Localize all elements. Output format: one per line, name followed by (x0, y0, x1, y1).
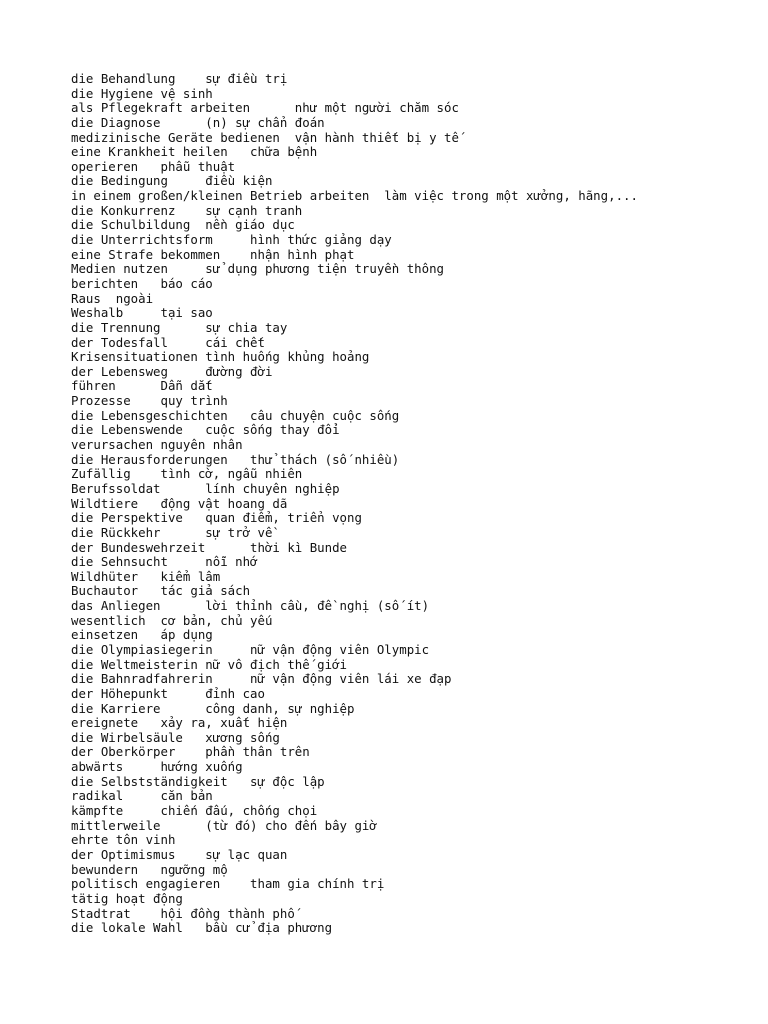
vocabulary-line: radikal căn bản (71, 788, 213, 804)
vocabulary-line: der Höhepunkt đỉnh cao (71, 685, 265, 701)
vocabulary-line: der Bundeswehrzeit thời kì Bunde (71, 539, 348, 555)
vocabulary-line: die Unterrichtsform hình thức giảng dạy (71, 232, 392, 248)
vocabulary-line: Raus ngoài (71, 290, 154, 306)
vocabulary-line: die Diagnose (n) sự chẩn đoán (71, 114, 325, 130)
vocabulary-line: Prozesse quy trình (71, 393, 228, 409)
vocabulary-line: einsetzen áp dụng (71, 627, 213, 643)
vocabulary-line: der Todesfall cái chết (71, 334, 265, 350)
vocabulary-line: Wildtiere động vật hoang dã (71, 495, 288, 511)
vocabulary-line: die Perspektive quan điểm, triển vọng (71, 510, 362, 526)
vocabulary-line: wesentlich cơ bản, chủ yếu (71, 612, 273, 628)
vocabulary-line: ehrte tôn vinh (71, 832, 176, 848)
vocabulary-line: die Lebensgeschichten câu chuyện cuộc sống (71, 407, 400, 423)
vocabulary-line: operieren phẫu thuật (71, 158, 236, 174)
vocabulary-line: medizinische Geräte bedienen vận hành thiết bị y tế (71, 129, 459, 145)
vocabulary-line: als Pflegekraft arbeiten như một người chăm sóc (71, 100, 459, 116)
vocabulary-line: die Konkurrenz sự cạnh tranh (71, 202, 303, 218)
vocabulary-line: die Olympiasiegerin nữ vận động viên Olympic (71, 641, 430, 657)
vocabulary-line: Stadtrat hội đồng thành phố (71, 905, 295, 921)
vocabulary-line: die Karriere công danh, sự nghiệp (71, 700, 355, 716)
vocabulary-line: Buchautor tác giả sách (71, 583, 251, 599)
vocabulary-line: die Herausforderungen thử thách (số nhiều) (71, 451, 400, 467)
vocabulary-line: Krisensituationen tình huống khủng hoảng (71, 349, 370, 365)
vocabulary-line: eine Strafe bekommen nhận hình phạt (71, 246, 355, 262)
vocabulary-line: Weshalb tại sao (71, 305, 213, 321)
vocabulary-line: führen Dẫn dắt (71, 378, 213, 394)
vocabulary-line: kämpfte chiến đấu, chống chọi (71, 803, 318, 819)
vocabulary-line: die Wirbelsäule xương sống (71, 729, 280, 745)
vocabulary-line: der Optimismus sự lạc quan (71, 846, 288, 862)
vocabulary-line: die Selbstständigkeit sự độc lập (71, 773, 325, 789)
vocabulary-line: die Sehnsucht nỗi nhớ (71, 554, 258, 570)
vocabulary-line: die Bahnradfahrerin nữ vận động viên lái xe đạp (71, 671, 452, 687)
vocabulary-line: Zufällig tình cờ, ngẫu nhiên (71, 466, 303, 482)
vocabulary-line: die Behandlung sự điều trị (71, 71, 288, 86)
vocabulary-line: die Schulbildung nền giáo dục (71, 217, 295, 233)
vocabulary-line: politisch engagieren tham gia chính trị (71, 876, 385, 892)
vocabulary-line: die Rückkehr sự trở về (71, 524, 273, 540)
vocabulary-line: der Lebensweg đường đời (71, 363, 273, 379)
vocabulary-list (71, 72, 638, 936)
vocabulary-line: Medien nutzen sử dụng phương tiện truyền thông (71, 261, 444, 277)
vocabulary-line: die Trennung sự chia tay (71, 319, 288, 335)
vocabulary-line: tätig hoạt động (71, 890, 183, 906)
vocabulary-line: die Bedingung điều kiện (71, 173, 273, 189)
vocabulary-line: der Oberkörper phần thân trên (71, 744, 310, 760)
vocabulary-line: ereignete xảy ra, xuất hiện (71, 715, 288, 731)
vocabulary-line: das Anliegen lời thỉnh cầu, đề nghị (số ít) (71, 598, 430, 614)
vocabulary-line: abwärts hướng xuống (71, 759, 243, 775)
vocabulary-line: berichten báo cáo (71, 275, 213, 291)
vocabulary-line: die lokale Wahl bầu cử địa phương (71, 920, 333, 936)
vocabulary-line: mittlerweile (từ đó) cho đến bây giờ (71, 817, 377, 833)
vocabulary-line: die Lebenswende cuộc sống thay đổi (71, 422, 340, 438)
vocabulary-line: Wildhüter kiểm lâm (71, 568, 221, 584)
vocabulary-line: die Hygiene vệ sinh (71, 85, 213, 101)
vocabulary-line: die Weltmeisterin nữ vô địch thế giới (71, 656, 348, 672)
vocabulary-line: bewundern ngưỡng mộ (71, 861, 228, 877)
vocabulary-line: Berufssoldat lính chuyên nghiệp (71, 480, 340, 496)
vocabulary-line: eine Krankheit heilen chữa bệnh (71, 144, 318, 160)
vocabulary-line: verursachen nguyên nhân (71, 437, 243, 453)
vocabulary-line: in einem großen/kleinen Betrieb arbeiten làm việc trong một xưởng, hãng,... (71, 188, 638, 204)
